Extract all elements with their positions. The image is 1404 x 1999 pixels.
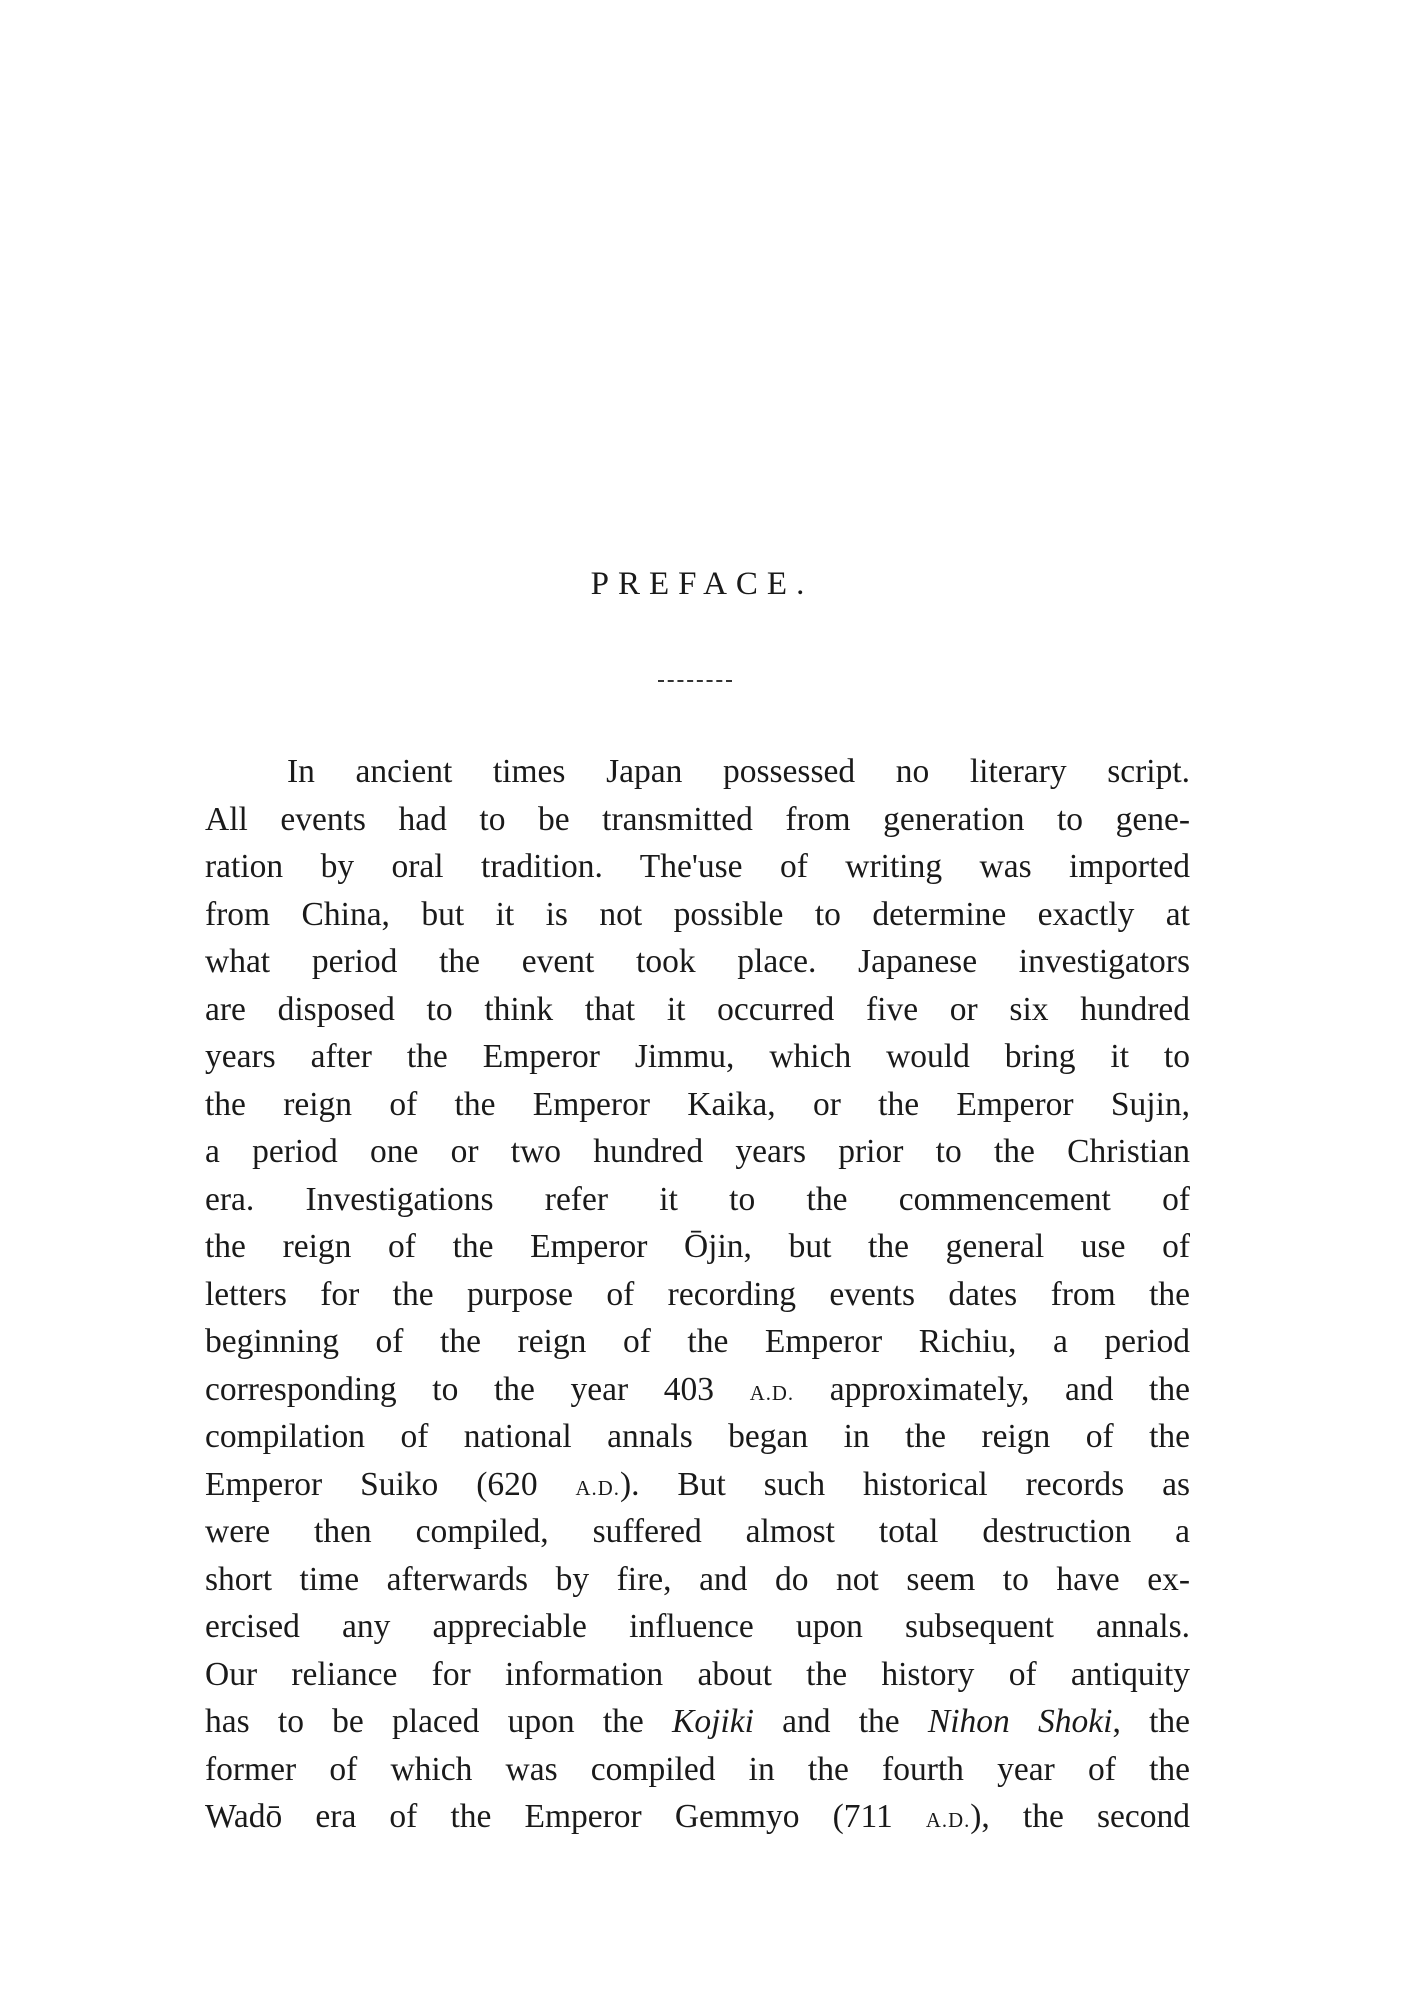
text-segment: were then compiled, suffered almost total destruction a bbox=[205, 1513, 1190, 1550]
text-segment: letters for the purpose of recording events dates from the bbox=[205, 1275, 1190, 1313]
text-line bbox=[205, 843, 1190, 891]
text-line bbox=[205, 1366, 1190, 1414]
text-segment: era. Investigations refer it to the commencement of bbox=[205, 1180, 1190, 1218]
text-segment: corresponding to the year 403 bbox=[205, 1370, 750, 1408]
text-line bbox=[205, 1556, 1190, 1604]
text-line bbox=[205, 1081, 1190, 1129]
small-caps-era: A.D. bbox=[749, 1381, 795, 1405]
text-segment: compilation of national annals began in the reign of the bbox=[205, 1418, 1190, 1455]
text-line bbox=[205, 938, 1190, 986]
text-line bbox=[205, 1413, 1190, 1461]
text-segment: Emperor Suiko (620 bbox=[205, 1465, 576, 1503]
text-line bbox=[205, 1603, 1190, 1651]
text-segment: Our reliance for information about the history of antiquity bbox=[205, 1655, 1190, 1693]
text-line bbox=[205, 1698, 1190, 1746]
text-line bbox=[205, 1746, 1190, 1794]
text-line bbox=[205, 1651, 1190, 1699]
text-segment: years after the Emperor Jimmu, which would bring it to bbox=[205, 1038, 1190, 1075]
text-segment: ). But such historical records as bbox=[619, 1465, 1190, 1503]
italic-title: Kojiki bbox=[672, 1703, 754, 1740]
text-segment: All events had to be transmitted from generation to gene- bbox=[205, 800, 1190, 838]
text-segment: the reign of the Emperor Ōjin, but the general use of bbox=[205, 1228, 1190, 1265]
preface-body bbox=[205, 748, 1190, 1841]
text-line bbox=[205, 748, 1190, 796]
page-title: PREFACE. bbox=[590, 566, 814, 602]
text-segment: has to be placed upon the bbox=[205, 1703, 673, 1740]
text-segment: short time afterwards by fire, and do not seem to have ex- bbox=[205, 1560, 1190, 1598]
text-line bbox=[205, 1318, 1190, 1366]
text-segment: Wadō era of the Emperor Gemmyo (711 bbox=[205, 1798, 926, 1835]
text-line bbox=[205, 1508, 1190, 1556]
text-line bbox=[205, 1271, 1190, 1319]
text-segment: In ancient times Japan possessed no literary script. bbox=[287, 753, 1190, 790]
text-segment: beginning of the reign of the Emperor Richiu, a period bbox=[205, 1323, 1190, 1360]
text-segment: the reign of the Emperor Kaika, or the Emperor Sujin, bbox=[205, 1085, 1190, 1123]
text-segment: , the bbox=[1112, 1703, 1190, 1740]
text-segment: and the bbox=[753, 1703, 928, 1740]
text-segment: from China, but it is not possible to determine exactly at bbox=[205, 895, 1190, 933]
small-caps-era: A.D. bbox=[575, 1476, 620, 1500]
text-segment: ), the second bbox=[970, 1798, 1190, 1835]
text-segment: approximately, and the bbox=[794, 1370, 1190, 1408]
text-line bbox=[205, 1033, 1190, 1081]
text-line bbox=[205, 1176, 1190, 1224]
text-segment: are disposed to think that it occurred five or six hundred bbox=[205, 990, 1190, 1028]
text-line bbox=[205, 891, 1190, 939]
text-line bbox=[205, 986, 1190, 1034]
title-divider bbox=[658, 680, 732, 682]
text-line bbox=[205, 796, 1190, 844]
text-line bbox=[205, 1793, 1190, 1841]
text-line bbox=[205, 1128, 1190, 1176]
small-caps-era: A.D. bbox=[925, 1809, 971, 1832]
text-line bbox=[205, 1223, 1190, 1271]
text-line bbox=[205, 1461, 1190, 1509]
text-segment: ration by oral tradition. The'use of writing was imported bbox=[205, 848, 1190, 885]
text-segment: former of which was compiled in the fourth year of the bbox=[205, 1750, 1190, 1788]
text-segment: ercised any appreciable influence upon subsequent annals. bbox=[205, 1608, 1190, 1645]
text-segment: what period the event took place. Japanese investigators bbox=[205, 943, 1190, 980]
text-segment: a period one or two hundred years prior to the Christian bbox=[205, 1133, 1190, 1170]
italic-title: Nihon Shoki bbox=[927, 1703, 1113, 1740]
